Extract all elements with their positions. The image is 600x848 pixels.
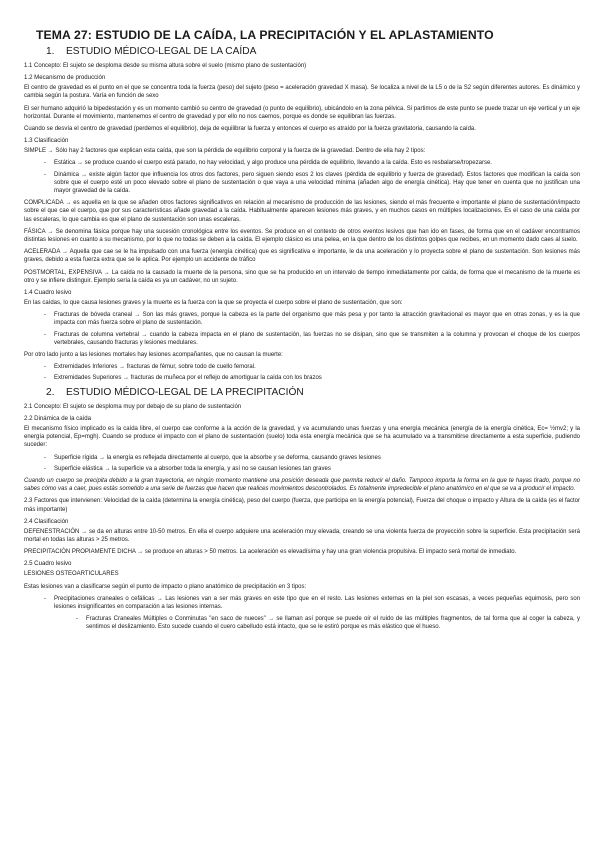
- bullet-marker: -: [44, 160, 46, 167]
- document-page: [24, 24, 580, 636]
- paragraph-lesiones-heading: LESIONES OSTEOARTICULARES: [24, 571, 119, 578]
- paragraph-1-2c: Cuando se desvía el centro de gravedad (perdemos el equilibrio), deja de equilibrar la fuerza y entonces el cuerpo es atraído por la fuerza gravitatoria, causando la caída.: [24, 126, 476, 133]
- bullet-marker: -: [44, 312, 46, 319]
- paragraph-precipitacion: PRECIPITACIÓN PROPIAMENTE DICHA → se produce en alturas > 50 metros. La aceleración es elevadísima y hay una gran violencia propulsiva. El impacto será mortal de inmediato.: [24, 549, 517, 556]
- list-item-text: Dinámica → existe algún factor que influencia los otros dos factores, pero siguen siendo esos 2 los claves (pérdida de equilibrio y fuerza de gravedad). Estos factores que modifican la caída son sobre que el cuerpo esté un poco elevado sobre el plano de sustentación o que vaya a una velocidad mínima (añaden algo de energía cinética). Hay que tener en cuenta que no justifican una mayor gravedad de la caída.: [54, 171, 580, 195]
- bullet-marker: -: [76, 616, 78, 623]
- list-item-text: Fracturas de columna vertebral → cuando la cabeza impacta en el plano de sustentación, las fuerzas no se disipan, sino que se transmiten a la columna y provocan el choque de los cuerpos vertebrales, causando fracturas y lesiones medulares.: [54, 331, 580, 346]
- bullet-marker: -: [44, 171, 46, 178]
- paragraph-1-2b: El ser humano adquirió la bipedestación y es un momento cambió su centro de gravedad (o punto de equilibrio), ubicándolo en la zona pélvica. Si partimos de este punto se puede trazar un eje vertical y un eje horizontal. Durante el movimiento, mantenemos el centro de gravedad y por ello no nos caemos, porque es donde se equilibran las fuerzas.: [24, 105, 580, 120]
- list-item-text: Precipitaciones craneales o cefálicas → Las lesiones van a ser más graves en este tipo que en el resto. Las lesiones externas en la piel son escasas, a veces pequeñas equimosis, pero son lesiones insignificantes en comparación a las lesiones internas.: [54, 595, 580, 610]
- paragraph-2-2: El mecanismo físico implicado es la caída libre, el cuerpo cae conforme a la acción de la gravedad, y va acumulando unas fuerzas y una energía mecánica (energía de la energía cinética, Ec= ½mv2; y la energía potencial, Ep=mgh). Cuando se produce el impacto con el plano de sustentación (suelo) toda esta energía mecánica que se ha acumulado va a transmitirse directamente a esta superficie, pudiendo suceder:: [24, 425, 580, 449]
- sub-list-fracturas-craneales: [24, 615, 580, 631]
- list-item-text: Fracturas Craneales Múltiples o Conminutas "en saco de nueces" → se llaman así porque se puede oír el ruido de las múltiples fragmentos, de tal forma que al coger la cabeza, y sentimos el deslizamiento. Esto sucede cuando el cuero cabelludo está intacto, que se le estiró porque es más elástico que el hueso.: [86, 616, 580, 631]
- subheading-1-2: 1.2 Mecanismo de producción: [24, 74, 106, 82]
- list-item-text: Superficie elástica → la superficie va a absorber toda la energía, y así no se causan lesiones tan graves: [54, 465, 331, 472]
- paragraph-1-4: En las caídas, lo que causa lesiones graves y la muerte es la fuerza con la que se proyecta el cuerpo sobre el plano de sustentación, que son:: [24, 300, 403, 307]
- list-item: [24, 171, 580, 196]
- section-heading-2: [46, 387, 580, 398]
- paragraph-complicada: COMPLICADA → es aquella en la que se añaden otros factores significativos en relación al mecanismo de producción de las lesiones, siendo el más frecuente e importante el plano de sustentación/impacto sobre el que cae el cuerpo, que por sus características añade gravedad a la caída. Habitualmente aparecen lesiones más graves, y en muchos casos en múltiples localizaciones. Es el caso de una caída por las escaleras, lo que cambia es que el plano de sustentación son unas escaleras.: [24, 200, 580, 223]
- subheading-2-5: 2.5 Cuadro lesivo: [24, 560, 72, 568]
- section-heading-1: [46, 46, 580, 57]
- list-simple: [24, 159, 580, 195]
- section-title: ESTUDIO MÉDICO-LEGAL DE LA CAÍDA: [66, 46, 257, 57]
- list-precipitaciones: [24, 595, 580, 611]
- list-item-text: Estática → se produce cuando el cuerpo está parado, no hay velocidad, y algo produce una pérdida de equilibrio, llevando a la caída. Esto es resbalarse/tropezarse.: [54, 160, 492, 167]
- subheading-2-4: 2.4 Clasificación: [24, 517, 69, 525]
- paragraph-2-3: 2.3 Factores que intervienen: Velocidad de la caída (determina la energía cinética), peso del cuerpo (fuerza, que participa en la energía potencial), Fuerza del choque o impacto y Altura de la caída (es el factor más importante): [24, 498, 580, 513]
- list-superficies: [24, 454, 580, 473]
- list-item: [24, 615, 580, 631]
- list-item: [24, 595, 580, 611]
- list-fracturas: [24, 311, 580, 347]
- paragraph-acelerada: ACELERADA → Aquella que cae se le ha impulsado con una fuerza (energía cinética) que es significativa e importante, le da una aceleración y lo proyecta sobre el plano de sustentación. Son lesiones más graves, debido a esta fuerza extra que se le aplica. Por ejemplo un accidente de tráfico: [24, 249, 580, 264]
- list-item: [24, 465, 580, 473]
- subheading-1-3: 1.3 Clasificación: [24, 137, 69, 145]
- bullet-marker: -: [44, 465, 46, 472]
- list-item: [24, 374, 580, 382]
- paragraph-2-1: 2.1 Concepto: El sujeto se desploma muy por debajo de su plano de sustentación: [24, 403, 242, 410]
- paragraph-postmortal: POSTMORTAL, EXPENSIVA → La caída no la causado la muerte de la persona, sino que se ha producido en un intervalo de tiempo inmediatamente por caída, de forma que el mecanismo de la muerte es otro y se infiere distinguir. Ejemplo sería la caída es ya un cadáver, no un sujeto.: [24, 269, 580, 284]
- page-title: TEMA 27: ESTUDIO DE LA CAÍDA, LA PRECIPITACIÓN Y EL APLASTAMIENTO: [36, 28, 494, 42]
- list-item-text: Superficie rígida → la energía es reflejada directamente al cuerpo, que la absorbe y se deforma, causando graves lesiones: [54, 454, 381, 461]
- list-item-text: Fracturas de bóveda craneal → Son las más graves, porque la cabeza es la parte del organismo que más pesa y por tanto la atracción gravitacional es mayor que en otras zonas, y es la que impacta con más fuerza sobre el plano de sustentación.: [54, 312, 580, 327]
- paragraph-simple: SIMPLE → Sólo hay 2 factores que explican esta caída, que son la pérdida de equilibrio corporal y la fuerza de la gravedad. Dentro de ella hay 2 tipos:: [24, 148, 426, 155]
- paragraph-1-2a: El centro de gravedad es el punto en el que se concentra toda la fuerza (peso) del sujeto (peso = aceleración gravedad X masa). Se localiza a nivel de la L5 o de la S2 según diferentes autores. Es dinámico y cambia según la postura. Varía en función de sexo: [24, 85, 580, 100]
- bullet-marker: -: [44, 595, 46, 602]
- bullet-marker: -: [44, 375, 46, 382]
- bullet-marker: -: [44, 364, 46, 371]
- bullet-marker: -: [44, 454, 46, 461]
- list-item-text: Extremidades Inferiores → fracturas de fémur, sobre todo de cuello femoral.: [54, 364, 256, 371]
- subheading-1-4: 1.4 Cuadro lesivo: [24, 289, 72, 297]
- list-item: [24, 311, 580, 327]
- list-extremidades: [24, 363, 580, 382]
- paragraph-1-4b: Por otro lado junto a las lesiones mortales hay lesiones acompañantes, que no causan la muerte:: [24, 352, 283, 359]
- bullet-marker: -: [44, 331, 46, 338]
- section-title: ESTUDIO MÉDICO-LEGAL DE LA PRECIPITACIÓN: [66, 386, 304, 398]
- paragraph-1-1: 1.1 Concepto: El sujeto se desploma desde su misma altura sobre el suelo (mismo plano de sustentación): [24, 63, 307, 69]
- paragraph-fasica: FÁSICA → Se denomina fásica porque hay una sucesión cronológica entre los eventos. Se produce en el contexto de otros eventos lesivos que han ido en fases, de forma que en el cadáver encontramos distintas lesiones en cuanto a su mecanismo, por lo que no todas se deben a la caída. El ejemplo clásico es una pelea, en la que dentro de los distintos golpes que recibes, en un momento dado caes al suelo.: [24, 228, 580, 244]
- section-number: 2.: [46, 386, 55, 398]
- list-item: [24, 331, 580, 347]
- paragraph-italic-note: Cuando un cuerpo se precipita debido a la gran trayectoria, en ningún momento mantiene una posición deseada que permita reducir el daño. Tampoco importa la forma en la que te hayas tirado, porque no sabes cómo vas a caer, pues estás sometido a una serie de fuerzas que hacen que realices movimientos descontrolados. Es totalmente impredecible el plano anatómico en el que se va a producir el impacto.: [24, 477, 580, 493]
- section-number: 1.: [46, 46, 55, 57]
- subheading-2-2: 2.2 Dinámica de la caída: [24, 414, 92, 422]
- list-item: [24, 159, 580, 167]
- list-item-text: Extremidades Superiores → fracturas de muñeca por el reflejo de amortiguar la caída con los brazos: [54, 375, 322, 382]
- paragraph-defenestracion: DEFENESTRACIÓN → se da en alturas entre 10-50 metros. En ella el cuerpo adquiere una aceleración muy elevada, creando se una violenta fuerza de proyección sobre la superficie. Esta precipitación será mortal en todas las alturas > 25 metros.: [24, 528, 580, 543]
- paragraph-2-5b: Estas lesiones van a clasificarse según el punto de impacto o plano anatómico de precipitación en 3 tipos:: [24, 583, 307, 590]
- list-item: [24, 363, 580, 371]
- list-item: [24, 454, 580, 462]
